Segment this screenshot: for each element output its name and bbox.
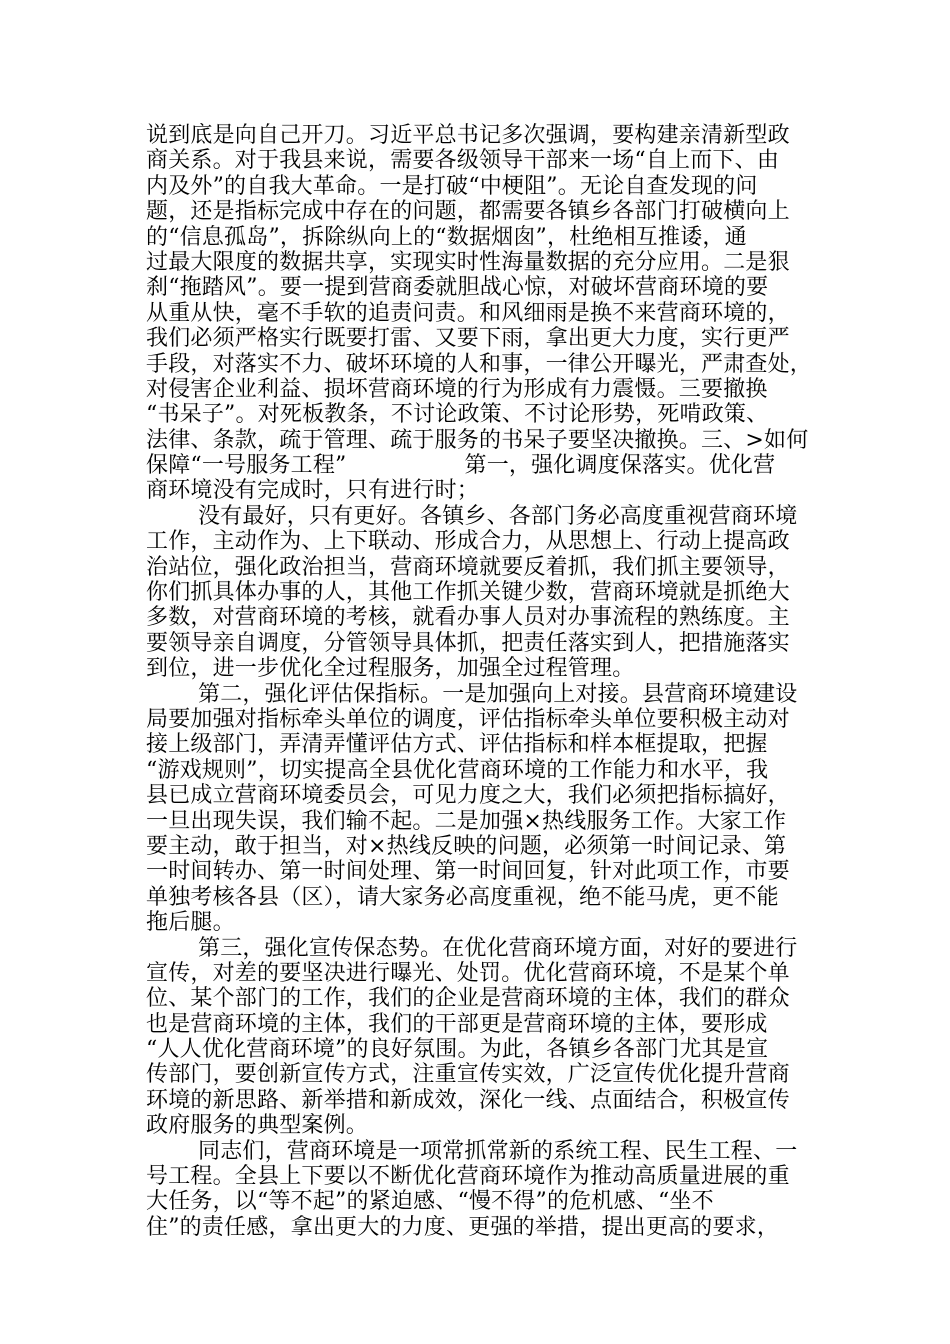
text-line: 拖后腿。 bbox=[146, 910, 235, 936]
text-line: 说到底是向自己开刀。习近平总书记多次强调，要构建亲清新型政 bbox=[146, 123, 790, 148]
text-line: 号工程。全县上下要以不断优化营商环境作为推动高质量进展的重 bbox=[146, 1164, 790, 1190]
text-line: 治站位，强化政治担当，营商环境就要反着抓，我们抓主要领导， bbox=[146, 554, 790, 580]
text-line: 一时间转办、第一时间处理、第一时间回复，针对此项工作，市要 bbox=[146, 859, 790, 885]
text-line: 要领导亲自调度，分管领导具体抓，把责任落实到人，把措施落实 bbox=[146, 630, 790, 656]
text-line: 我们必须严格实行既要打雷、又要下雨，拿出更大力度，实行更严 bbox=[146, 326, 790, 352]
text-line: 商环境没有完成时，只有进行时； bbox=[146, 478, 480, 504]
text-line: 要主动，敢于担当，对×热线反映的问题，必须第一时间记录、第 bbox=[146, 833, 787, 859]
text-line: 传部门，要创新宣传方式，注重宣传实效，广泛宣传优化提升营商 bbox=[146, 1062, 790, 1088]
paragraph-start-line: 第三，强化宣传保态势。在优化营商环境方面，对好的要进行 bbox=[198, 935, 798, 961]
text-line: 政府服务的典型案例。 bbox=[146, 1113, 369, 1139]
text-line: “人人优化营商环境”的良好氛围。为此，各镇乡各部门尤其是宣 bbox=[146, 1037, 769, 1063]
text-line: 工作，主动作为、上下联动、形成合力，从思想上、行动上提高政 bbox=[146, 529, 790, 555]
text-fragment: 保障“一号服务工程” bbox=[146, 453, 347, 479]
text-line: 环境的新思路、新举措和新成效，深化一线、点面结合，积极宣传 bbox=[146, 1087, 790, 1113]
text-line: 的“信息孤岛”，拆除纵向上的“数据烟囱”，杜绝相互推诿，通 bbox=[146, 224, 747, 250]
text-line: 宣传，对差的要坚决进行曝光、处罚。优化营商环境，不是某个单 bbox=[146, 960, 790, 986]
text-line: 过最大限度的数据共享，实现实时性海量数据的充分应用。二是狠 bbox=[146, 249, 790, 275]
paragraph-start-line: 没有最好，只有更好。各镇乡、各部门务必高度重视营商环境 bbox=[198, 503, 798, 529]
text-line: “书呆子”。对死板教条，不讨论政策、不讨论形势，死啃政策、 bbox=[146, 402, 769, 428]
text-line: 大任务，以“等不起”的紧迫感、“慢不得”的危机感、“坐不 bbox=[146, 1189, 714, 1215]
text-line: 单独考核各县（区），请大家务必高度重视，绝不能马虎，更不能 bbox=[146, 884, 779, 910]
text-line: 对侵害企业利益、损坏营商环境的行为形成有力震慑。三要撤换 bbox=[146, 376, 768, 402]
text-line: 接上级部门，弄清弄懂评估方式、评估指标和样本框提取，把握 bbox=[146, 732, 768, 758]
text-line: 位、某个部门的工作，我们的企业是营商环境的主体，我们的群众 bbox=[146, 986, 790, 1012]
text-line: 局要加强对指标牵头单位的调度，评估指标牵头单位要积极主动对 bbox=[146, 706, 790, 732]
text-line: 刹“拖踏风”。要一提到营商委就胆战心惊，对破坏营商环境的要 bbox=[146, 275, 769, 301]
text-line: 一旦出现失误，我们输不起。二是加强×热线服务工作。大家工作 bbox=[146, 808, 787, 834]
text-line: 住”的责任感，拿出更大的力度、更强的举措，提出更高的要求， bbox=[146, 1214, 780, 1240]
text-line: 县已成立营商环境委员会，可见力度之大，我们必须把指标搞好， bbox=[146, 783, 790, 809]
text-line: 多数，对营商环境的考核，就看办事人员对办事流程的熟练度。主 bbox=[146, 605, 790, 631]
paragraph-start-line: 第二，强化评估保指标。一是加强向上对接。县营商环境建设 bbox=[198, 681, 798, 707]
text-line: 法律、条款，疏于管理、疏于服务的书呆子要坚决撤换。三、>如何 bbox=[146, 427, 809, 453]
text-line: 你们抓具体办事的人，其他工作抓关键少数，营商环境就是抓绝大 bbox=[146, 580, 790, 606]
text-line: 内及外”的自我大革命。一是打破“中梗阻”。无论自查发现的问 bbox=[146, 173, 758, 199]
text-line: 手段，对落实不力、破坏环境的人和事，一律公开曝光，严肃查处， bbox=[146, 351, 813, 377]
text-line-split bbox=[146, 453, 816, 478]
text-line: 商关系。对于我县来说，需要各级领导干部来一场“自上而下、由 bbox=[146, 148, 780, 174]
text-line: 也是营商环境的主体，我们的干部更是营商环境的主体，要形成 bbox=[146, 1011, 768, 1037]
text-line: “游戏规则”，切实提高全县优化营商环境的工作能力和水平，我 bbox=[146, 757, 769, 783]
text-line: 从重从快，毫不手软的追责问责。和风细雨是换不来营商环境的， bbox=[146, 300, 790, 326]
text-fragment: 第一，强化调度保落实。优化营 bbox=[464, 453, 776, 479]
document-body bbox=[146, 123, 816, 1240]
text-line: 题，还是指标完成中存在的问题，都需要各镇乡各部门打破横向上 bbox=[146, 199, 790, 225]
paragraph-start-line: 同志们，营商环境是一项常抓常新的系统工程、民生工程、一 bbox=[198, 1138, 798, 1164]
text-line: 到位，进一步优化全过程服务，加强全过程管理。 bbox=[146, 656, 635, 682]
